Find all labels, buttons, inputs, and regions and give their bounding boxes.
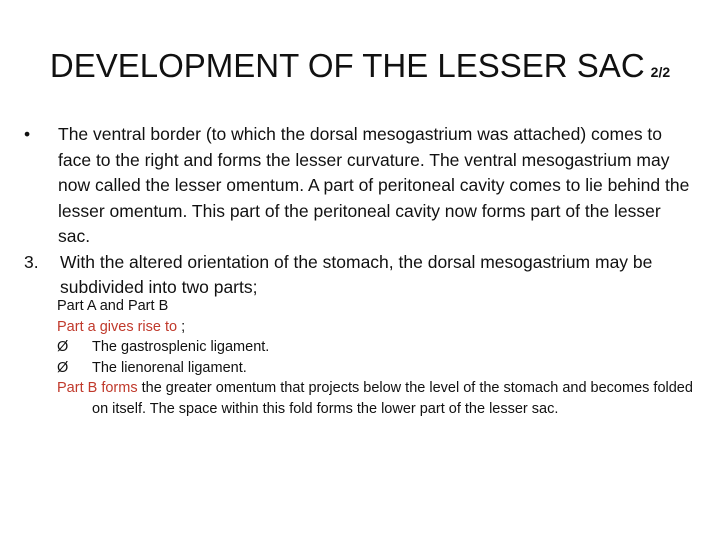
part-b-text: the greater omentum that projects below the level of the stomach and becomes folded on itself. The space within this fold forms the lower part of the lesser sac. xyxy=(92,380,693,417)
bullet-text: The ventral border (to which the dorsal mesogastrium was attached) comes to face to the right and forms the lesser curvature. The ventral mesogastrium may now called the lesser omentum. A part of peritoneal cavity comes to lie behind the lesser omentum. This part of the peritoneal cavity now forms part of the lesser sac. xyxy=(58,124,690,246)
part-a-label: Part a gives rise to xyxy=(57,318,178,335)
ligament-text: The gastrosplenic ligament. xyxy=(92,339,270,355)
arrow-bullet-icon: Ø xyxy=(57,359,69,376)
ligament-item-gastrosplenic xyxy=(57,337,697,358)
main-bullet-list xyxy=(24,122,694,301)
parts-line: Part A and Part B xyxy=(57,298,169,314)
bullet-text: With the altered orientation of the stomach, the dorsal mesogastrium may be subdivided into two parts; xyxy=(60,251,653,297)
part-a-line xyxy=(57,317,697,338)
ligament-text: The lienorenal ligament. xyxy=(92,359,247,376)
bullet-marker: • xyxy=(24,124,31,144)
part-b-paragraph xyxy=(57,378,697,419)
slide-title xyxy=(0,44,720,94)
slide-title-page-indicator: 2/2 xyxy=(650,64,671,80)
sub-content xyxy=(57,296,697,419)
numbered-marker: 3. xyxy=(24,251,39,272)
ligament-item-lienorenal xyxy=(57,358,697,379)
bullet-item-dorsal-mesogastrium xyxy=(24,250,694,301)
slide-title-text: DEVELOPMENT OF THE LESSER SAC xyxy=(49,47,645,84)
part-b-label: Part B forms xyxy=(57,380,138,396)
part-a-suffix: ; xyxy=(177,318,186,335)
arrow-bullet-icon: Ø xyxy=(57,339,69,355)
bullet-item-ventral-border xyxy=(24,122,694,250)
